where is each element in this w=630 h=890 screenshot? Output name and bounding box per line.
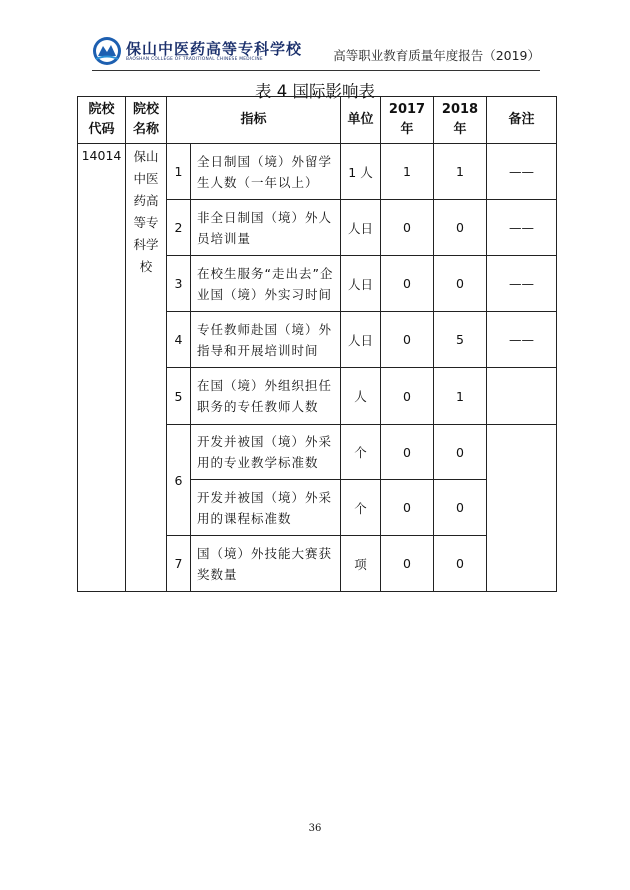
note-cell xyxy=(487,425,557,592)
row-number: 7 xyxy=(167,536,191,592)
col-header-code: 院校代码 xyxy=(78,97,126,144)
international-influence-table xyxy=(77,96,557,592)
header-divider xyxy=(92,70,540,71)
value-2017: 0 xyxy=(381,312,434,368)
unit-cell: 1 人 xyxy=(341,144,381,200)
value-2018: 0 xyxy=(434,536,487,592)
note-cell xyxy=(487,368,557,425)
value-2018: 0 xyxy=(434,256,487,312)
value-2017: 0 xyxy=(381,368,434,425)
row-number: 2 xyxy=(167,200,191,256)
indicator-text: 在国（境）外组织担任职务的专任教师人数 xyxy=(191,368,341,425)
value-2018: 1 xyxy=(434,144,487,200)
unit-cell: 人日 xyxy=(341,256,381,312)
value-2018: 1 xyxy=(434,368,487,425)
indicator-text: 国（境）外技能大赛获奖数量 xyxy=(191,536,341,592)
note-cell: —— xyxy=(487,312,557,368)
unit-cell: 个 xyxy=(341,480,381,536)
value-2018: 5 xyxy=(434,312,487,368)
school-logo-icon xyxy=(92,36,122,66)
value-2017: 1 xyxy=(381,144,434,200)
indicator-text: 开发并被国（境）外采用的专业教学标准数 xyxy=(191,425,341,480)
row-number: 6 xyxy=(167,425,191,536)
col-header-2017: 2017 年 xyxy=(381,97,434,144)
indicator-text: 开发并被国（境）外采用的课程标准数 xyxy=(191,480,341,536)
school-name: 保山中医药高等专科学校 xyxy=(126,144,167,592)
indicator-text: 专任教师赴国（境）外指导和开展培训时间 xyxy=(191,312,341,368)
note-cell: —— xyxy=(487,256,557,312)
col-header-note: 备注 xyxy=(487,97,557,144)
row-number: 4 xyxy=(167,312,191,368)
col-header-2018: 2018 年 xyxy=(434,97,487,144)
unit-cell: 人 xyxy=(341,368,381,425)
indicator-text: 全日制国（境）外留学生人数（一年以上） xyxy=(191,144,341,200)
page-number: 36 xyxy=(308,823,322,834)
unit-cell: 项 xyxy=(341,536,381,592)
table-row xyxy=(78,144,557,200)
value-2017: 0 xyxy=(381,425,434,480)
col-header-name: 院校名称 xyxy=(126,97,167,144)
value-2017: 0 xyxy=(381,536,434,592)
table-title: 表 4 国际影响表 xyxy=(255,82,375,101)
value-2017: 0 xyxy=(381,200,434,256)
row-number: 3 xyxy=(167,256,191,312)
unit-cell: 人日 xyxy=(341,200,381,256)
col-header-indicator: 指标 xyxy=(167,97,341,144)
indicator-text: 在校生服务“走出去”企业国（境）外实习时间 xyxy=(191,256,341,312)
indicator-text: 非全日制国（境）外人员培训量 xyxy=(191,200,341,256)
school-name-cn: 保山中医药高等专科学校 xyxy=(126,40,303,58)
note-cell: —— xyxy=(487,200,557,256)
row-number: 1 xyxy=(167,144,191,200)
value-2018: 0 xyxy=(434,425,487,480)
report-title: 高等职业教育质量年度报告（2019） xyxy=(333,48,540,63)
note-cell: —— xyxy=(487,144,557,200)
value-2018: 0 xyxy=(434,200,487,256)
col-header-unit: 单位 xyxy=(341,97,381,144)
value-2017: 0 xyxy=(381,480,434,536)
table-header-row xyxy=(78,97,557,144)
row-number: 5 xyxy=(167,368,191,425)
unit-cell: 个 xyxy=(341,425,381,480)
page-header xyxy=(92,36,540,70)
school-code: 14014 xyxy=(78,144,126,592)
value-2018: 0 xyxy=(434,480,487,536)
unit-cell: 人日 xyxy=(341,312,381,368)
value-2017: 0 xyxy=(381,256,434,312)
school-name-en: BAOSHAN COLLEGE OF TRADITIONAL CHINESE MEDICINE xyxy=(126,57,263,62)
